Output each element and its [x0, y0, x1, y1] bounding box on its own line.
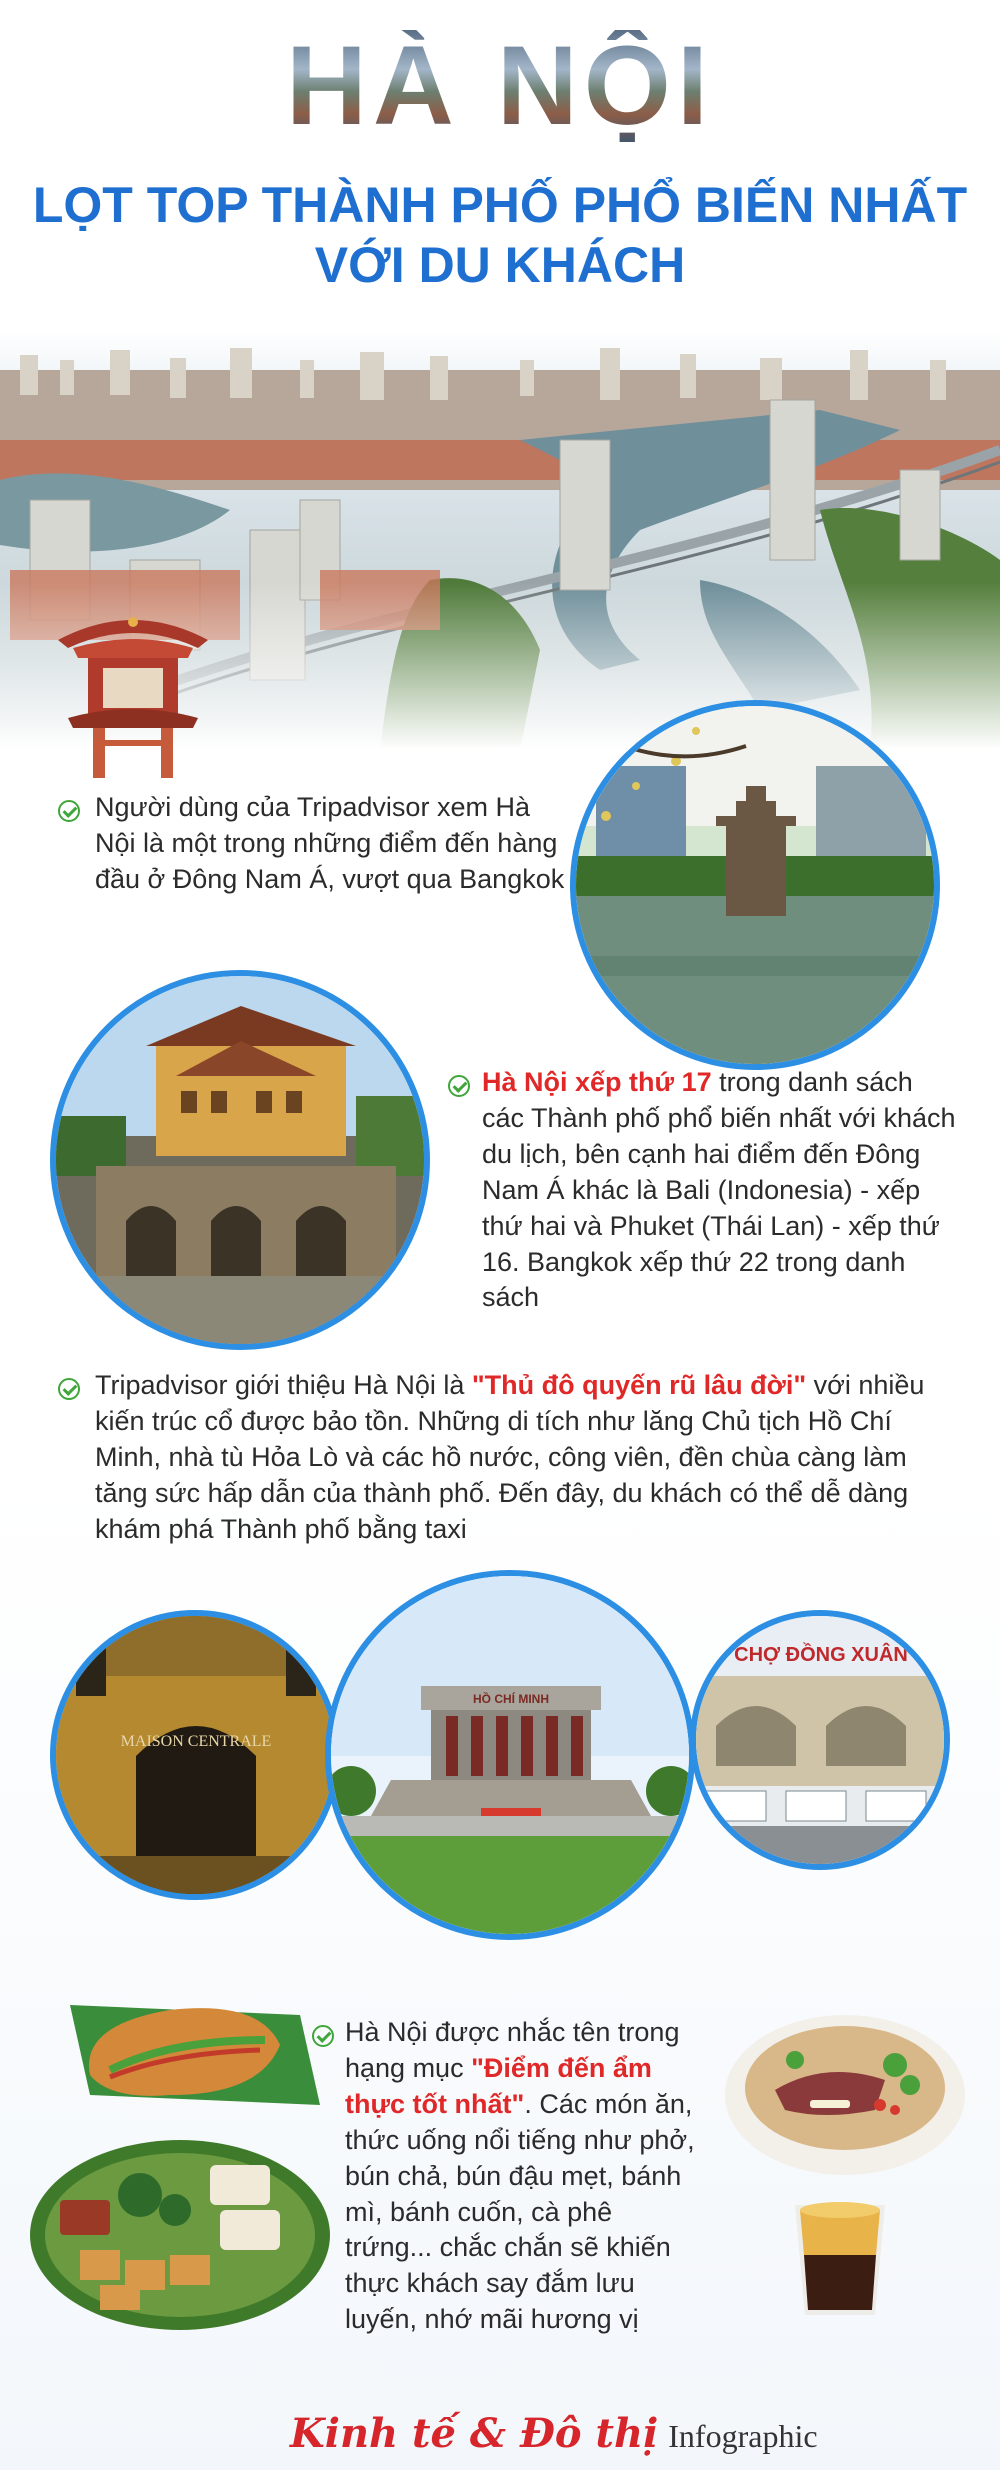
maison-centrale-label: MAISON CENTRALE — [120, 1733, 272, 1750]
section-2-text: Hà Nội xếp thứ 17 trong danh sách các Thành phố phổ biến nhất với khách du lịch, bên cạnh hai điểm đến Đông Nam Á khác là Bali (Indonesia) - xếp thứ hai và Phuket (Thái Lan) - xếp thứ 16. Bangkok xếp thứ 22 trong danh sách — [482, 1067, 956, 1313]
check-icon — [58, 1378, 80, 1400]
dong-xuan-market-photo — [690, 1610, 950, 1870]
subtitle-line-1: LỌT TOP THÀNH PHỐ PHỔ BIẾN NHẤT — [32, 177, 968, 233]
brand-logo: Kinh tế & Đô thị — [290, 2410, 659, 2457]
subtitle-line-2: VỚI DU KHÁCH — [314, 237, 686, 293]
check-icon — [58, 800, 80, 822]
check-icon — [312, 2025, 334, 2047]
section-4-text: Hà Nội được nhắc tên trong hạng mục "Điểm đến ẩm thực tốt nhất". Các món ăn, thức uống nổi tiếng như phở, bún chả, bún đậu mẹt, bánh mì, bánh cuốn, cà phê trứng... chắc chắn sẽ khiến thực khách say đắm lưu luyến, nhớ mãi hương vị — [345, 2017, 695, 2335]
pagoda-illustration — [48, 600, 218, 780]
market-label: CHỢ ĐỒNG XUÂN — [734, 1644, 908, 1666]
ho-chi-minh-mausoleum-photo — [325, 1570, 695, 1940]
maison-centrale-photo — [50, 1610, 340, 1900]
imperial-citadel-photo — [50, 970, 430, 1350]
turtle-tower-photo — [570, 700, 940, 1070]
footer-branding — [290, 2410, 818, 2470]
page-title: HÀ NỘI — [0, 30, 1000, 142]
section-1-text: Người dùng của Tripadvisor xem Hà Nội là một trong những điểm đến hàng đầu ở Đông Nam Á, vượt qua Bangkok — [95, 792, 565, 894]
check-icon — [448, 1075, 470, 1097]
mausoleum-label: HỒ CHÍ MINH — [473, 1692, 549, 1706]
pho-bowl-illustration — [715, 2000, 975, 2180]
brand-tagline: Infographic — [668, 2418, 818, 2454]
egg-coffee-illustration — [780, 2185, 900, 2325]
banh-mi-and-bun-dau-illustration — [20, 1985, 340, 2335]
section-3-text: Tripadvisor giới thiệu Hà Nội là "Thủ đô quyến rũ lâu đời" với nhiều kiến trúc cổ được bảo tồn. Những di tích như lăng Chủ tịch Hồ Chí Minh, nhà tù Hỏa Lò và các hồ nước, công viên, đền chùa càng làm tăng sức hấp dẫn của thành phố. Đến đây, du khách có thể dễ dàng khám phá Thành phố bằng taxi — [95, 1370, 925, 1544]
